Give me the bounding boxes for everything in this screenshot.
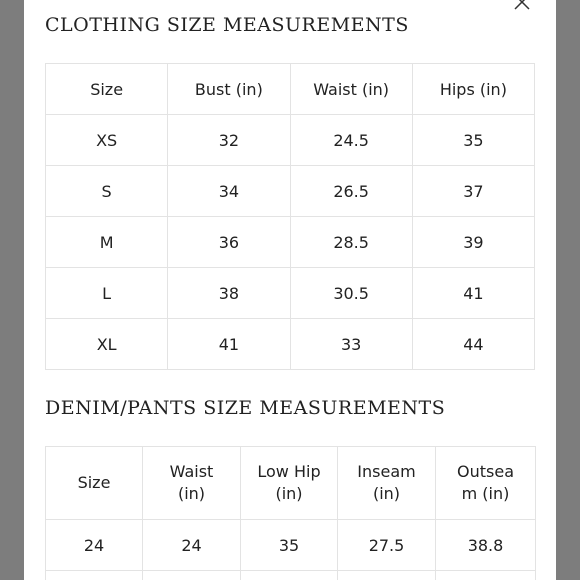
- cell-size: 24: [46, 520, 143, 571]
- cell-bust: 41: [168, 319, 290, 370]
- cell-hips: 37: [412, 166, 534, 217]
- cell-waist: 28.5: [290, 217, 412, 268]
- table-row: [46, 268, 535, 319]
- table-row: [46, 520, 536, 571]
- cell-waist: [143, 571, 241, 580]
- cell-hips: 35: [412, 115, 534, 166]
- cell-hips: 44: [412, 319, 534, 370]
- cell-waist: 26.5: [290, 166, 412, 217]
- denim-size-table: [45, 446, 536, 580]
- table-row: [46, 571, 536, 580]
- cell-waist: 33: [290, 319, 412, 370]
- table-row: [46, 217, 535, 268]
- denim-section-title: DENIM/PANTS SIZE MEASUREMENTS: [45, 397, 446, 419]
- table-header-row: [46, 447, 536, 520]
- cell-low-hip: [241, 571, 338, 580]
- column-header-bust: Bust (in): [168, 64, 290, 115]
- cell-size: L: [46, 268, 168, 319]
- cell-waist: 30.5: [290, 268, 412, 319]
- cell-size: S: [46, 166, 168, 217]
- cell-inseam: [338, 571, 436, 580]
- cell-bust: 38: [168, 268, 290, 319]
- close-icon: [512, 0, 532, 12]
- column-header-low-hip: Low Hip (in): [241, 447, 338, 520]
- cell-size: [46, 571, 143, 580]
- cell-outseam: [436, 571, 536, 580]
- column-header-inseam: Inseam (in): [338, 447, 436, 520]
- column-header-waist: Waist (in): [143, 447, 241, 520]
- column-header-size: Size: [46, 447, 143, 520]
- cell-inseam: 27.5: [338, 520, 436, 571]
- cell-outseam: 38.8: [436, 520, 536, 571]
- cell-bust: 34: [168, 166, 290, 217]
- backdrop-left: [0, 0, 24, 580]
- cell-low-hip: 35: [241, 520, 338, 571]
- clothing-size-table: [45, 63, 535, 370]
- cell-size: XS: [46, 115, 168, 166]
- cell-bust: 32: [168, 115, 290, 166]
- size-chart-modal: [24, 0, 556, 580]
- cell-size: M: [46, 217, 168, 268]
- table-row: [46, 319, 535, 370]
- column-header-outseam: Outsea m (in): [436, 447, 536, 520]
- close-button[interactable]: [512, 0, 532, 12]
- cell-waist: 24.5: [290, 115, 412, 166]
- column-header-waist: Waist (in): [290, 64, 412, 115]
- table-row: [46, 166, 535, 217]
- cell-hips: 41: [412, 268, 534, 319]
- column-header-size: Size: [46, 64, 168, 115]
- cell-waist: 24: [143, 520, 241, 571]
- column-header-hips: Hips (in): [412, 64, 534, 115]
- cell-hips: 39: [412, 217, 534, 268]
- table-row: [46, 115, 535, 166]
- table-header-row: [46, 64, 535, 115]
- backdrop-right: [556, 0, 580, 580]
- clothing-section-title: CLOTHING SIZE MEASUREMENTS: [45, 14, 409, 36]
- cell-size: XL: [46, 319, 168, 370]
- cell-bust: 36: [168, 217, 290, 268]
